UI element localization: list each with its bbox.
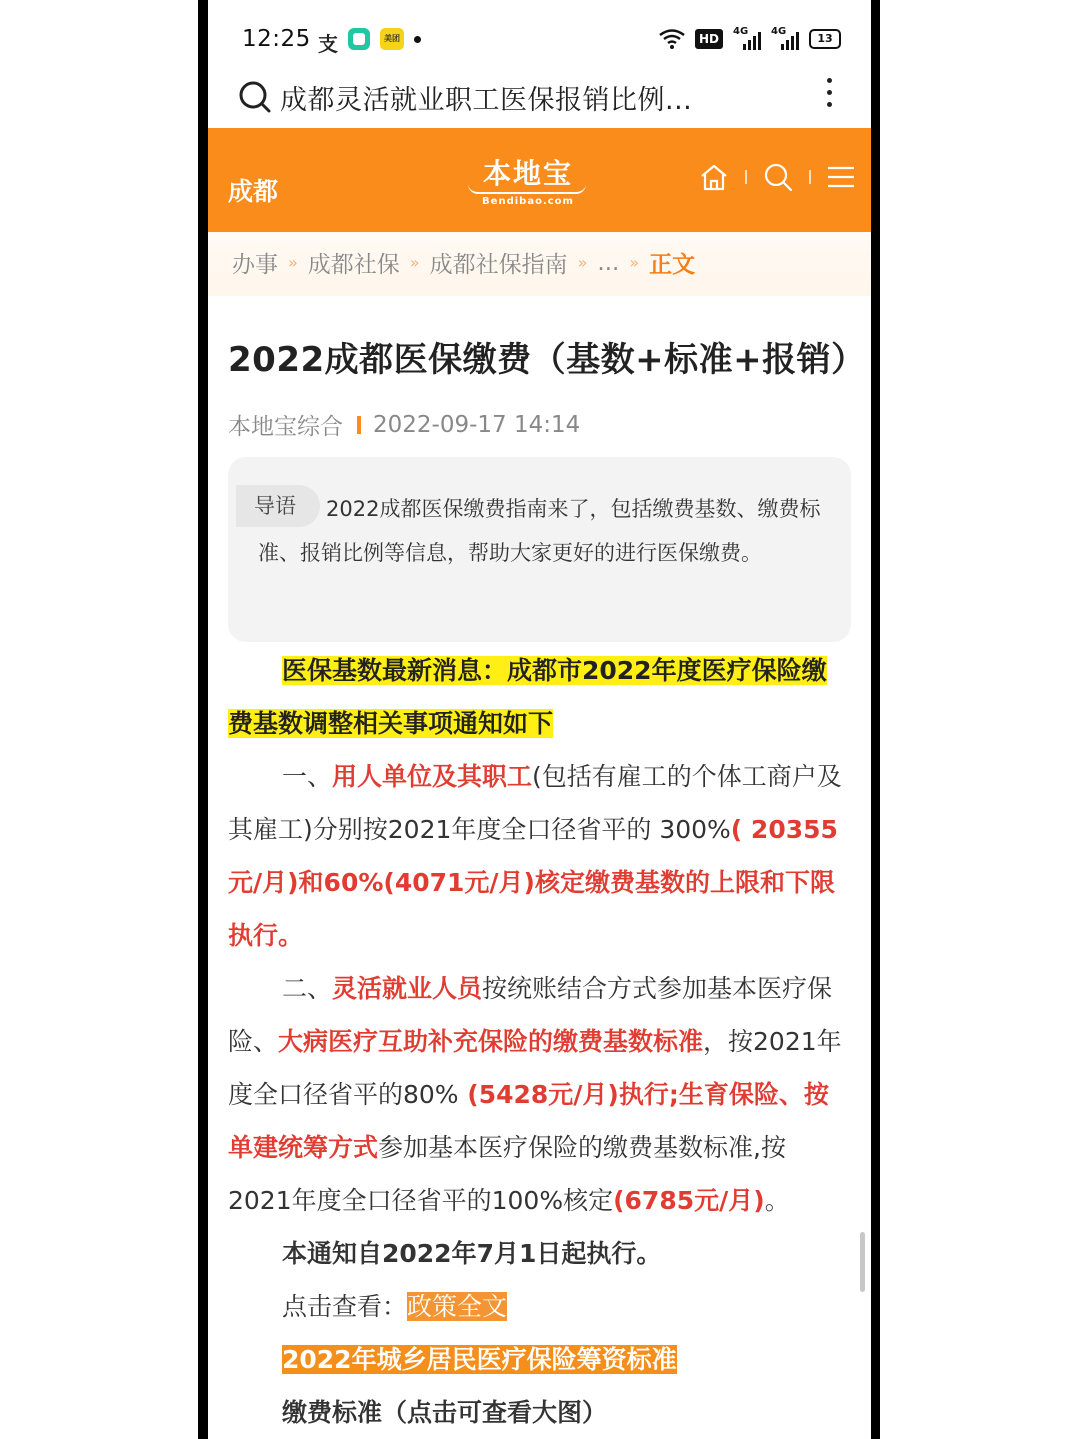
breadcrumb-chevron-icon: » [577, 253, 588, 272]
resident-standard-line [228, 1333, 848, 1386]
p2-text-3: 参加基本医疗保险的缴费基数标准,按2021年度全口径省平的100%核定 [228, 1133, 786, 1215]
right-margin [880, 0, 1080, 1439]
payment-standard-caption: 缴费标准（点击可查看大图） [282, 1398, 608, 1427]
battery-icon: 13 [809, 29, 841, 49]
scrollbar[interactable] [860, 1232, 865, 1292]
search-icon[interactable] [238, 80, 272, 114]
article-date: 2022-09-17 14:14 [373, 411, 581, 438]
breadcrumb [208, 232, 871, 296]
view-policy-line [228, 1280, 848, 1333]
breadcrumb-current: 正文 [649, 252, 696, 278]
article-intro [228, 457, 851, 642]
app-notification-icon [348, 28, 370, 50]
p1-prefix: 一、 [282, 762, 333, 791]
signal-icon-2 [771, 28, 799, 50]
paragraph-flexible [228, 962, 848, 1227]
site-logo[interactable] [468, 152, 588, 207]
p2-text-1: 按统账结合方式参加基本医疗保险、 [228, 974, 833, 1056]
search-icon[interactable] [763, 162, 793, 192]
p2-highlight-5428: (5428元/月)执行;生育保险、按单建统筹方式 [228, 1080, 829, 1162]
logo-text: 本地宝 [482, 157, 573, 190]
more-notifications-dot [414, 36, 421, 43]
breadcrumb-item-social-security[interactable]: 成都社保 [307, 252, 400, 278]
effective-date: 本通知自2022年7月1日起执行。 [282, 1239, 662, 1268]
p2-highlight-flexible: 灵活就业人员 [332, 974, 483, 1003]
p1-text: (包括有雇工的个体工商户及其雇工)分别按2021年度全口径省平的 300% [228, 762, 842, 844]
status-indicators [659, 26, 841, 52]
article-source: 本地宝综合 [228, 414, 343, 440]
site-header [208, 128, 871, 232]
breadcrumb-chevron-icon: » [629, 253, 640, 272]
view-label: 点击查看： [282, 1292, 408, 1321]
left-margin [0, 0, 198, 1439]
breadcrumb-item-ellipsis[interactable]: ... [597, 249, 620, 276]
intro-tag: 导语 [236, 485, 320, 527]
header-separator [809, 170, 811, 184]
breadcrumb-chevron-icon: » [409, 253, 420, 272]
meta-divider [357, 416, 361, 434]
home-icon[interactable] [699, 163, 729, 191]
signal-label: 4G [771, 26, 787, 37]
article-title: 2022成都医保缴费（基数+标准+报销） [228, 340, 866, 380]
breadcrumb-chevron-icon: » [288, 253, 298, 272]
phone-bezel-left [198, 0, 208, 1439]
headline-paragraph [228, 644, 848, 750]
headline-highlight: 医保基数最新消息：成都市2022年度医疗保险缴费基数调整相关事项通知如下 [228, 656, 827, 738]
search-query[interactable]: 成都灵活就业职工医保报销比例... [280, 85, 693, 116]
signal-label: 4G [733, 26, 749, 37]
article-meta [228, 408, 580, 441]
city-selector[interactable]: 成都 [228, 177, 279, 206]
breadcrumb-item-guide[interactable]: 成都社保指南 [429, 252, 568, 278]
logo-subtext: Bendibao.com [482, 196, 574, 207]
phone-screen [208, 0, 871, 1439]
intro-text: 2022成都医保缴费指南来了，包括缴费基数、缴费标准、报销比例等信息，帮助大家更好的进行医保缴费。 [258, 497, 821, 565]
p1-highlight-limits: ( 20355元/月)和60%(4071元/月)核定缴费基数的上限和下限执行。 [228, 815, 838, 950]
hd-voice-icon: HD [695, 29, 723, 49]
status-bar [208, 0, 871, 74]
article-body [228, 644, 848, 1439]
header-actions [699, 162, 855, 192]
paragraph-employers [228, 750, 848, 962]
more-options-icon[interactable] [824, 78, 834, 114]
breadcrumb-item-services[interactable]: 办事 [232, 252, 278, 278]
meituan-icon: 美团 [380, 28, 404, 50]
p1-highlight-employers: 用人单位及其职工 [332, 762, 533, 791]
wifi-icon [659, 29, 685, 49]
status-time: 12:25 [242, 26, 311, 52]
alipay-icon: 支 [318, 32, 338, 56]
p2-text-4: 。 [764, 1186, 790, 1215]
p2-text-2: ，按2021年度全口径省平的80% [228, 1027, 842, 1109]
menu-icon[interactable] [827, 165, 855, 189]
policy-link[interactable]: 政策全文 [407, 1292, 508, 1321]
p2-prefix: 二、 [282, 974, 333, 1003]
search-bar[interactable] [208, 74, 871, 128]
p2-highlight-serious-illness: 大病医疗互助补充保险的缴费基数标准 [278, 1027, 704, 1056]
signal-icon-1 [733, 28, 761, 50]
p2-highlight-6785: (6785元/月) [613, 1186, 765, 1215]
resident-standard-link[interactable]: 2022年城乡居民医疗保险筹资标准 [282, 1345, 677, 1374]
header-separator [745, 170, 747, 184]
